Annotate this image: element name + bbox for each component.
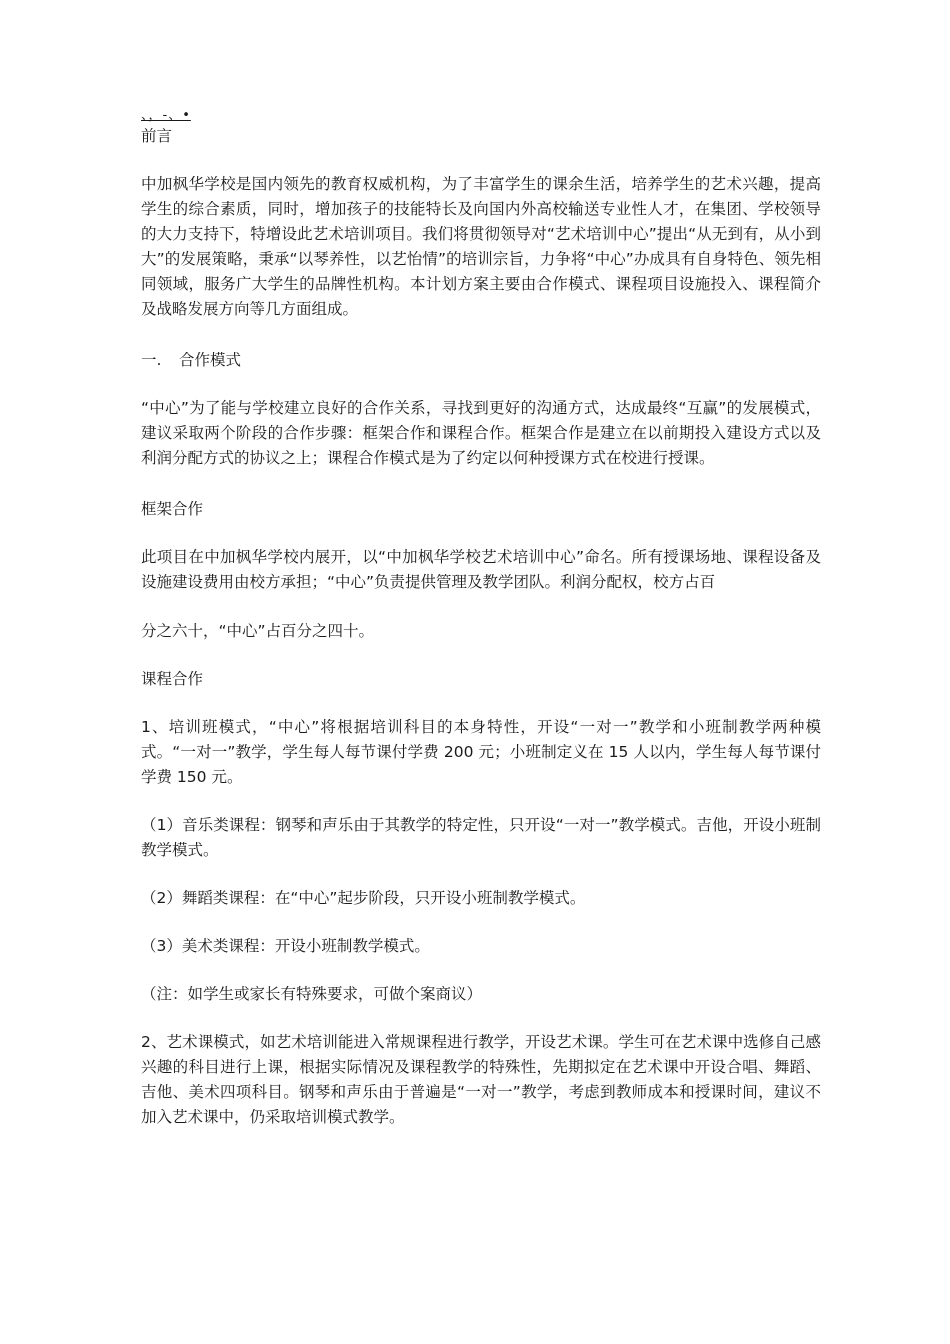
course-title: 课程合作 [141,670,204,688]
course-sub-2: （2）舞蹈类课程：在“中心”起步阶段，只开设小班制教学模式。 [141,889,586,907]
section-1-body: “中心”为了能与学校建立良好的合作关系，寻找到更好的沟通方式，达成最终“互赢”的发展模式，建议采取两个阶段的合作步骤：框架合作和课程合作。框架合作是建立在以前期投入建设方式以及利润分配方式的协议之上；课程合作模式是为了约定以何种授课方式在校进行授课。 [141,399,821,467]
section-1-number: 一. [141,351,162,369]
preface-body: 中加枫华学校是国内领先的教育权威机构，为了丰富学生的课余生活，培养学生的艺术兴趣，提高学生的综合素质，同时，增加孩子的技能特长及向国内外高校输送专业性人才，在集团、学校领导的大力支持下，特增设此艺术培训项目。我们将贯彻领导对“艺术培训中心”提出“从无到有，从小到大”的发展策略，秉承“以琴养性，以艺怡情”的培训宗旨，力争将“中心”办成具有自身特色、领先相同领域，服务广大学生的品牌性机构。本计划方案主要由合作模式、课程项目设施投入、课程简介及战略发展方向等几方面组成。 [141,175,821,318]
preface-title: 前言 [141,127,173,145]
section-1-title: 合作模式 [179,351,242,369]
course-sub-1: （1）音乐类课程：钢琴和声乐由于其教学的特定性，只开设“一对一”教学模式。吉他，开设小班制教学模式。 [141,816,821,859]
course-item-1: 1、培训班模式，“中心”将根据培训科目的本身特性，开设“一对一”教学和小班制教学两种模式。“一对一”教学，学生每人每节课付学费 200 元；小班制定义在 15 人以内，学生每人每节课付学费 150 元。 [141,718,821,786]
course-note: （注：如学生或家长有特殊要求，可做个案商议） [141,985,483,1003]
framework-title: 框架合作 [141,500,204,518]
header-mark: 、，-、• [141,108,191,123]
framework-body-part1: 此项目在中加枫华学校内展开，以“中加枫华学校艺术培训中心”命名。所有授课场地、课程设备及设施建设费用由校方承担；“中心”负责提供管理及教学团队。利润分配权，校方占百 [141,548,821,591]
course-sub-3: （3）美术类课程：开设小班制教学模式。 [141,937,430,955]
framework-body-part2: 分之六十，“中心”占百分之四十。 [141,622,375,640]
course-item-2: 2、艺术课模式，如艺术培训能进入常规课程进行教学，开设艺术课。学生可在艺术课中选修自己感兴趣的科目进行上课，根据实际情况及课程教学的特殊性，先期拟定在艺术课中开设合唱、舞蹈、吉他、美术四项科目。钢琴和声乐由于普遍是“一对一”教学，考虑到教师成本和授课时间，建议不加入艺术课中，仍采取培训模式教学。 [141,1033,821,1126]
document-page [141,108,821,1153]
section-1-heading [141,348,821,373]
